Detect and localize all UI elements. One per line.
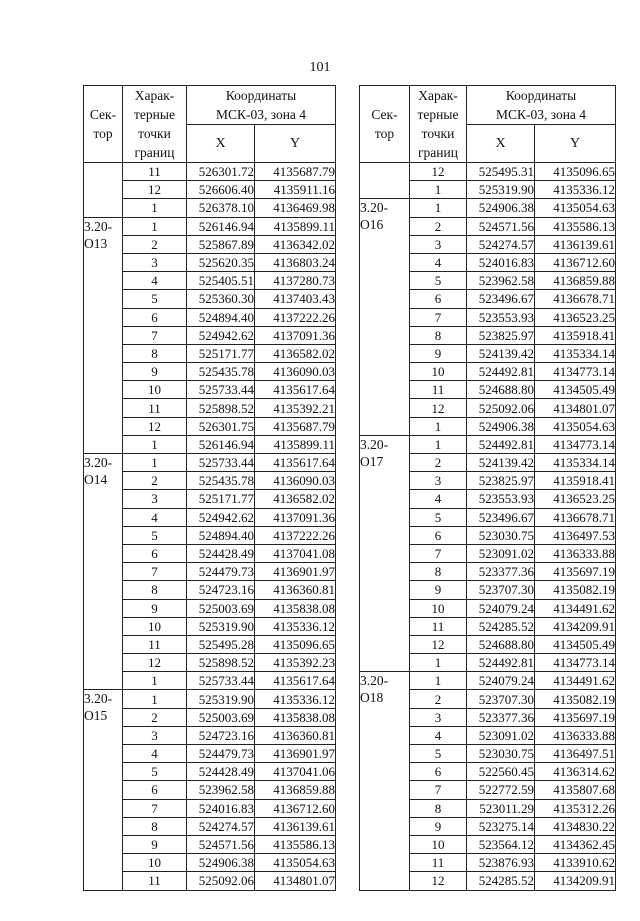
y-coordinate-cell: 4135687.79 xyxy=(255,417,336,435)
x-coordinate-cell: 524723.16 xyxy=(187,726,255,744)
y-coordinate-cell: 4134830.22 xyxy=(535,817,616,835)
point-number-cell: 9 xyxy=(123,599,187,617)
x-coordinate-cell: 525733.44 xyxy=(187,381,255,399)
x-coordinate-cell: 523011.29 xyxy=(467,799,535,817)
point-number-cell: 7 xyxy=(410,544,467,562)
y-coordinate-cell: 4136314.62 xyxy=(535,763,616,781)
point-number-cell: 9 xyxy=(123,363,187,381)
point-number-cell: 2 xyxy=(123,708,187,726)
point-number-cell: 2 xyxy=(410,454,467,472)
x-coordinate-cell: 523825.97 xyxy=(467,326,535,344)
point-number-cell: 5 xyxy=(123,763,187,781)
y-coordinate-cell: 4135899.11 xyxy=(255,217,336,235)
table-row xyxy=(84,454,336,472)
sector-cell: 3.20- О17 xyxy=(360,435,410,671)
y-coordinate-cell: 4136859.88 xyxy=(255,781,336,799)
point-number-cell: 8 xyxy=(410,326,467,344)
point-number-cell: 4 xyxy=(410,490,467,508)
y-coordinate-cell: 4136139.61 xyxy=(255,817,336,835)
table-row xyxy=(360,435,616,453)
x-coordinate-cell: 524274.57 xyxy=(187,817,255,835)
y-coordinate-cell: 4135697.19 xyxy=(535,563,616,581)
point-number-cell: 8 xyxy=(123,344,187,362)
x-coordinate-cell: 525733.44 xyxy=(187,454,255,472)
x-coordinate-cell: 523496.67 xyxy=(467,508,535,526)
point-number-cell: 3 xyxy=(410,472,467,490)
y-coordinate-cell: 4135312.26 xyxy=(535,799,616,817)
x-header: X xyxy=(187,125,255,163)
x-coordinate-cell: 524492.81 xyxy=(467,435,535,453)
point-number-cell: 6 xyxy=(123,308,187,326)
point-number-cell: 6 xyxy=(410,763,467,781)
point-number-cell: 11 xyxy=(410,854,467,872)
x-coordinate-cell: 525867.89 xyxy=(187,235,255,253)
y-coordinate-cell: 4136523.25 xyxy=(535,490,616,508)
x-header: X xyxy=(467,125,535,163)
y-coordinate-cell: 4136333.88 xyxy=(535,544,616,562)
x-coordinate-cell: 525092.06 xyxy=(467,399,535,417)
y-coordinate-cell: 4135336.12 xyxy=(255,690,336,708)
x-coordinate-cell: 524571.56 xyxy=(467,217,535,235)
x-coordinate-cell: 523553.93 xyxy=(467,490,535,508)
x-coordinate-cell: 525435.78 xyxy=(187,472,255,490)
point-number-cell: 1 xyxy=(123,435,187,453)
y-coordinate-cell: 4135054.63 xyxy=(255,854,336,872)
y-coordinate-cell: 4134491.62 xyxy=(535,599,616,617)
y-coordinate-cell: 4135096.65 xyxy=(255,635,336,653)
y-coordinate-cell: 4135334.14 xyxy=(535,454,616,472)
point-number-cell: 2 xyxy=(410,690,467,708)
point-number-cell: 4 xyxy=(123,745,187,763)
point-number-cell: 6 xyxy=(123,544,187,562)
point-number-cell: 1 xyxy=(123,199,187,217)
point-number-cell: 1 xyxy=(123,454,187,472)
point-number-cell: 3 xyxy=(410,708,467,726)
y-coordinate-cell: 4134505.49 xyxy=(535,381,616,399)
y-coordinate-cell: 4134362.45 xyxy=(535,835,616,853)
x-coordinate-cell: 524571.56 xyxy=(187,835,255,853)
x-coordinate-cell: 524723.16 xyxy=(187,581,255,599)
point-number-cell: 5 xyxy=(410,508,467,526)
y-coordinate-cell: 4135617.64 xyxy=(255,672,336,690)
y-coordinate-cell: 4136090.03 xyxy=(255,363,336,381)
x-coordinate-cell: 525171.77 xyxy=(187,344,255,362)
x-coordinate-cell: 524139.42 xyxy=(467,454,535,472)
x-coordinate-cell: 524285.52 xyxy=(467,872,535,890)
sector-cell: 3.20- О18 xyxy=(360,672,410,890)
point-number-cell: 2 xyxy=(123,235,187,253)
y-coordinate-cell: 4136523.25 xyxy=(535,308,616,326)
table-row xyxy=(84,163,336,181)
x-coordinate-cell: 524016.83 xyxy=(187,799,255,817)
y-coordinate-cell: 4137041.06 xyxy=(255,763,336,781)
point-number-cell: 4 xyxy=(410,726,467,744)
point-number-cell: 7 xyxy=(410,781,467,799)
sector-cell: 3.20- О13 xyxy=(84,217,123,453)
sector-cell: 3.20- О15 xyxy=(84,690,123,890)
x-coordinate-cell: 522772.59 xyxy=(467,781,535,799)
y-header: Y xyxy=(535,125,616,163)
y-coordinate-cell: 4134209.91 xyxy=(535,872,616,890)
point-number-cell: 3 xyxy=(123,726,187,744)
y-coordinate-cell: 4136333.88 xyxy=(535,726,616,744)
x-coordinate-cell: 523377.36 xyxy=(467,708,535,726)
x-coordinate-cell: 524942.62 xyxy=(187,508,255,526)
point-number-cell: 8 xyxy=(410,563,467,581)
y-coordinate-cell: 4134209.91 xyxy=(535,617,616,635)
x-coordinate-cell: 524285.52 xyxy=(467,617,535,635)
point-number-cell: 3 xyxy=(410,235,467,253)
y-coordinate-cell: 4137091.36 xyxy=(255,508,336,526)
point-number-cell: 11 xyxy=(123,399,187,417)
point-number-cell: 10 xyxy=(123,381,187,399)
y-coordinate-cell: 4135697.19 xyxy=(535,708,616,726)
y-coordinate-cell: 4134773.14 xyxy=(535,363,616,381)
point-number-cell: 5 xyxy=(410,745,467,763)
x-coordinate-cell: 525898.52 xyxy=(187,654,255,672)
point-number-cell: 6 xyxy=(410,290,467,308)
point-number-cell: 10 xyxy=(410,835,467,853)
y-coordinate-cell: 4137280.73 xyxy=(255,272,336,290)
x-coordinate-cell: 524016.83 xyxy=(467,253,535,271)
y-coordinate-cell: 4137222.26 xyxy=(255,308,336,326)
y-coordinate-cell: 4136678.71 xyxy=(535,508,616,526)
y-coordinate-cell: 4135838.08 xyxy=(255,599,336,617)
x-coordinate-cell: 524079.24 xyxy=(467,672,535,690)
point-number-cell: 12 xyxy=(123,181,187,199)
y-coordinate-cell: 4137403.43 xyxy=(255,290,336,308)
point-number-cell: 1 xyxy=(123,672,187,690)
y-coordinate-cell: 4136712.60 xyxy=(255,799,336,817)
point-number-cell: 10 xyxy=(410,599,467,617)
x-coordinate-cell: 525495.28 xyxy=(187,635,255,653)
x-coordinate-cell: 523030.75 xyxy=(467,745,535,763)
x-coordinate-cell: 523876.93 xyxy=(467,854,535,872)
y-coordinate-cell: 4136582.02 xyxy=(255,490,336,508)
table-row xyxy=(84,217,336,235)
table-row xyxy=(84,690,336,708)
y-coordinate-cell: 4134773.14 xyxy=(535,654,616,672)
page-number: 101 xyxy=(309,60,331,75)
point-number-cell: 12 xyxy=(410,872,467,890)
x-coordinate-cell: 523091.02 xyxy=(467,544,535,562)
sector-cell: 3.20- О14 xyxy=(84,454,123,690)
x-coordinate-cell: 525319.90 xyxy=(187,690,255,708)
point-number-cell: 4 xyxy=(123,272,187,290)
point-number-cell: 9 xyxy=(410,344,467,362)
x-coordinate-cell: 526378.10 xyxy=(187,199,255,217)
y-coordinate-cell: 4136497.51 xyxy=(535,745,616,763)
point-number-cell: 11 xyxy=(123,635,187,653)
y-coordinate-cell: 4135911.16 xyxy=(255,181,336,199)
x-coordinate-cell: 525435.78 xyxy=(187,363,255,381)
x-coordinate-cell: 524894.40 xyxy=(187,526,255,544)
x-coordinate-cell: 523275.14 xyxy=(467,817,535,835)
y-coordinate-cell: 4136803.24 xyxy=(255,253,336,271)
x-coordinate-cell: 524428.49 xyxy=(187,544,255,562)
point-number-cell: 2 xyxy=(410,217,467,235)
y-coordinate-cell: 4136469.98 xyxy=(255,199,336,217)
y-coordinate-cell: 4135054.63 xyxy=(535,199,616,217)
y-coordinate-cell: 4136901.97 xyxy=(255,745,336,763)
x-coordinate-cell: 523030.75 xyxy=(467,526,535,544)
y-coordinate-cell: 4136139.61 xyxy=(535,235,616,253)
point-number-cell: 7 xyxy=(123,326,187,344)
y-coordinate-cell: 4136360.81 xyxy=(255,581,336,599)
y-coordinate-cell: 4135807.68 xyxy=(535,781,616,799)
point-number-cell: 5 xyxy=(410,272,467,290)
coordinates-header: Координаты МСК-03, зона 4 xyxy=(187,86,336,125)
sector-cell xyxy=(360,163,410,199)
point-number-cell: 12 xyxy=(410,163,467,181)
point-number-cell: 9 xyxy=(410,817,467,835)
y-coordinate-cell: 4135334.14 xyxy=(535,344,616,362)
point-number-cell: 11 xyxy=(123,872,187,890)
x-coordinate-cell: 523707.30 xyxy=(467,581,535,599)
y-coordinate-cell: 4133910.62 xyxy=(535,854,616,872)
point-number-cell: 12 xyxy=(410,399,467,417)
point-number-cell: 2 xyxy=(123,472,187,490)
point-number-cell: 8 xyxy=(410,799,467,817)
point-number-cell: 12 xyxy=(123,654,187,672)
x-coordinate-cell: 526301.72 xyxy=(187,163,255,181)
y-coordinate-cell: 4135586.13 xyxy=(535,217,616,235)
point-number-cell: 1 xyxy=(410,672,467,690)
y-coordinate-cell: 4136901.97 xyxy=(255,563,336,581)
point-number-cell: 1 xyxy=(123,690,187,708)
y-header: Y xyxy=(255,125,336,163)
x-coordinate-cell: 524274.57 xyxy=(467,235,535,253)
point-number-cell: 11 xyxy=(123,163,187,181)
y-coordinate-cell: 4134801.07 xyxy=(535,399,616,417)
sector-cell xyxy=(84,163,123,218)
point-number-cell: 5 xyxy=(123,526,187,544)
y-coordinate-cell: 4136859.88 xyxy=(535,272,616,290)
x-coordinate-cell: 524906.38 xyxy=(467,417,535,435)
x-coordinate-cell: 525003.69 xyxy=(187,708,255,726)
point-number-cell: 9 xyxy=(410,581,467,599)
point-number-cell: 8 xyxy=(123,817,187,835)
y-coordinate-cell: 4136582.02 xyxy=(255,344,336,362)
point-number-cell: 4 xyxy=(123,508,187,526)
point-number-cell: 1 xyxy=(410,199,467,217)
y-coordinate-cell: 4135617.64 xyxy=(255,381,336,399)
y-coordinate-cell: 4135392.23 xyxy=(255,654,336,672)
x-coordinate-cell: 525319.90 xyxy=(187,617,255,635)
sector-header: Сек- тор xyxy=(360,86,410,163)
x-coordinate-cell: 526146.94 xyxy=(187,217,255,235)
point-number-cell: 10 xyxy=(410,363,467,381)
point-number-cell: 10 xyxy=(123,854,187,872)
x-coordinate-cell: 523962.58 xyxy=(467,272,535,290)
sector-header: Сек- тор xyxy=(84,86,123,163)
boundary-points-header: Харак- терные точки границ xyxy=(410,86,467,163)
y-coordinate-cell: 4135054.63 xyxy=(535,417,616,435)
x-coordinate-cell: 525360.30 xyxy=(187,290,255,308)
point-number-cell: 6 xyxy=(410,526,467,544)
x-coordinate-cell: 524492.81 xyxy=(467,654,535,672)
right-coordinates-table xyxy=(359,85,616,891)
y-coordinate-cell: 4135838.08 xyxy=(255,708,336,726)
boundary-points-header: Харак- терные точки границ xyxy=(123,86,187,163)
x-coordinate-cell: 525003.69 xyxy=(187,599,255,617)
x-coordinate-cell: 525319.90 xyxy=(467,181,535,199)
sector-cell: 3.20- О16 xyxy=(360,199,410,435)
y-coordinate-cell: 4135918.41 xyxy=(535,326,616,344)
left-coordinates-table xyxy=(83,85,336,891)
x-coordinate-cell: 524079.24 xyxy=(467,599,535,617)
point-number-cell: 7 xyxy=(123,563,187,581)
x-coordinate-cell: 523496.67 xyxy=(467,290,535,308)
x-coordinate-cell: 523553.93 xyxy=(467,308,535,326)
point-number-cell: 11 xyxy=(410,617,467,635)
y-coordinate-cell: 4136360.81 xyxy=(255,726,336,744)
y-coordinate-cell: 4136342.02 xyxy=(255,235,336,253)
y-coordinate-cell: 4136712.60 xyxy=(535,253,616,271)
x-coordinate-cell: 523707.30 xyxy=(467,690,535,708)
x-coordinate-cell: 525620.35 xyxy=(187,253,255,271)
y-coordinate-cell: 4135392.21 xyxy=(255,399,336,417)
x-coordinate-cell: 523377.36 xyxy=(467,563,535,581)
point-number-cell: 6 xyxy=(123,781,187,799)
y-coordinate-cell: 4136090.03 xyxy=(255,472,336,490)
x-coordinate-cell: 525171.77 xyxy=(187,490,255,508)
y-coordinate-cell: 4137222.26 xyxy=(255,526,336,544)
x-coordinate-cell: 524428.49 xyxy=(187,763,255,781)
point-number-cell: 3 xyxy=(123,490,187,508)
x-coordinate-cell: 526146.94 xyxy=(187,435,255,453)
y-coordinate-cell: 4134801.07 xyxy=(255,872,336,890)
x-coordinate-cell: 523564.12 xyxy=(467,835,535,853)
point-number-cell: 1 xyxy=(410,435,467,453)
y-coordinate-cell: 4135586.13 xyxy=(255,835,336,853)
y-coordinate-cell: 4135336.12 xyxy=(255,617,336,635)
y-coordinate-cell: 4135082.19 xyxy=(535,690,616,708)
point-number-cell: 9 xyxy=(123,835,187,853)
point-number-cell: 7 xyxy=(123,799,187,817)
y-coordinate-cell: 4135899.11 xyxy=(255,435,336,453)
y-coordinate-cell: 4137041.08 xyxy=(255,544,336,562)
point-number-cell: 1 xyxy=(410,654,467,672)
point-number-cell: 1 xyxy=(410,417,467,435)
table-row xyxy=(360,199,616,217)
y-coordinate-cell: 4134505.49 xyxy=(535,635,616,653)
x-coordinate-cell: 525405.51 xyxy=(187,272,255,290)
x-coordinate-cell: 524906.38 xyxy=(467,199,535,217)
x-coordinate-cell: 524942.62 xyxy=(187,326,255,344)
x-coordinate-cell: 524688.80 xyxy=(467,381,535,399)
y-coordinate-cell: 4135336.12 xyxy=(535,181,616,199)
table-row xyxy=(360,163,616,181)
y-coordinate-cell: 4136678.71 xyxy=(535,290,616,308)
x-coordinate-cell: 524906.38 xyxy=(187,854,255,872)
point-number-cell: 11 xyxy=(410,381,467,399)
point-number-cell: 1 xyxy=(123,217,187,235)
y-coordinate-cell: 4134773.14 xyxy=(535,435,616,453)
point-number-cell: 10 xyxy=(123,617,187,635)
x-coordinate-cell: 524479.73 xyxy=(187,745,255,763)
x-coordinate-cell: 526606.40 xyxy=(187,181,255,199)
x-coordinate-cell: 523962.58 xyxy=(187,781,255,799)
y-coordinate-cell: 4137091.36 xyxy=(255,326,336,344)
x-coordinate-cell: 525898.52 xyxy=(187,399,255,417)
x-coordinate-cell: 524139.42 xyxy=(467,344,535,362)
x-coordinate-cell: 524894.40 xyxy=(187,308,255,326)
x-coordinate-cell: 524688.80 xyxy=(467,635,535,653)
coordinates-header: Координаты МСК-03, зона 4 xyxy=(467,86,616,125)
point-number-cell: 1 xyxy=(410,181,467,199)
point-number-cell: 12 xyxy=(410,635,467,653)
x-coordinate-cell: 525733.44 xyxy=(187,672,255,690)
x-coordinate-cell: 523825.97 xyxy=(467,472,535,490)
x-coordinate-cell: 522560.45 xyxy=(467,763,535,781)
table-row xyxy=(360,672,616,690)
point-number-cell: 12 xyxy=(123,417,187,435)
y-coordinate-cell: 4135918.41 xyxy=(535,472,616,490)
point-number-cell: 3 xyxy=(123,253,187,271)
y-coordinate-cell: 4134491.62 xyxy=(535,672,616,690)
x-coordinate-cell: 525092.06 xyxy=(187,872,255,890)
y-coordinate-cell: 4135082.19 xyxy=(535,581,616,599)
y-coordinate-cell: 4135687.79 xyxy=(255,163,336,181)
point-number-cell: 8 xyxy=(123,581,187,599)
y-coordinate-cell: 4135617.64 xyxy=(255,454,336,472)
x-coordinate-cell: 524492.81 xyxy=(467,363,535,381)
x-coordinate-cell: 523091.02 xyxy=(467,726,535,744)
point-number-cell: 4 xyxy=(410,253,467,271)
x-coordinate-cell: 524479.73 xyxy=(187,563,255,581)
x-coordinate-cell: 526301.75 xyxy=(187,417,255,435)
y-coordinate-cell: 4136497.53 xyxy=(535,526,616,544)
point-number-cell: 7 xyxy=(410,308,467,326)
y-coordinate-cell: 4135096.65 xyxy=(535,163,616,181)
x-coordinate-cell: 525495.31 xyxy=(467,163,535,181)
point-number-cell: 5 xyxy=(123,290,187,308)
